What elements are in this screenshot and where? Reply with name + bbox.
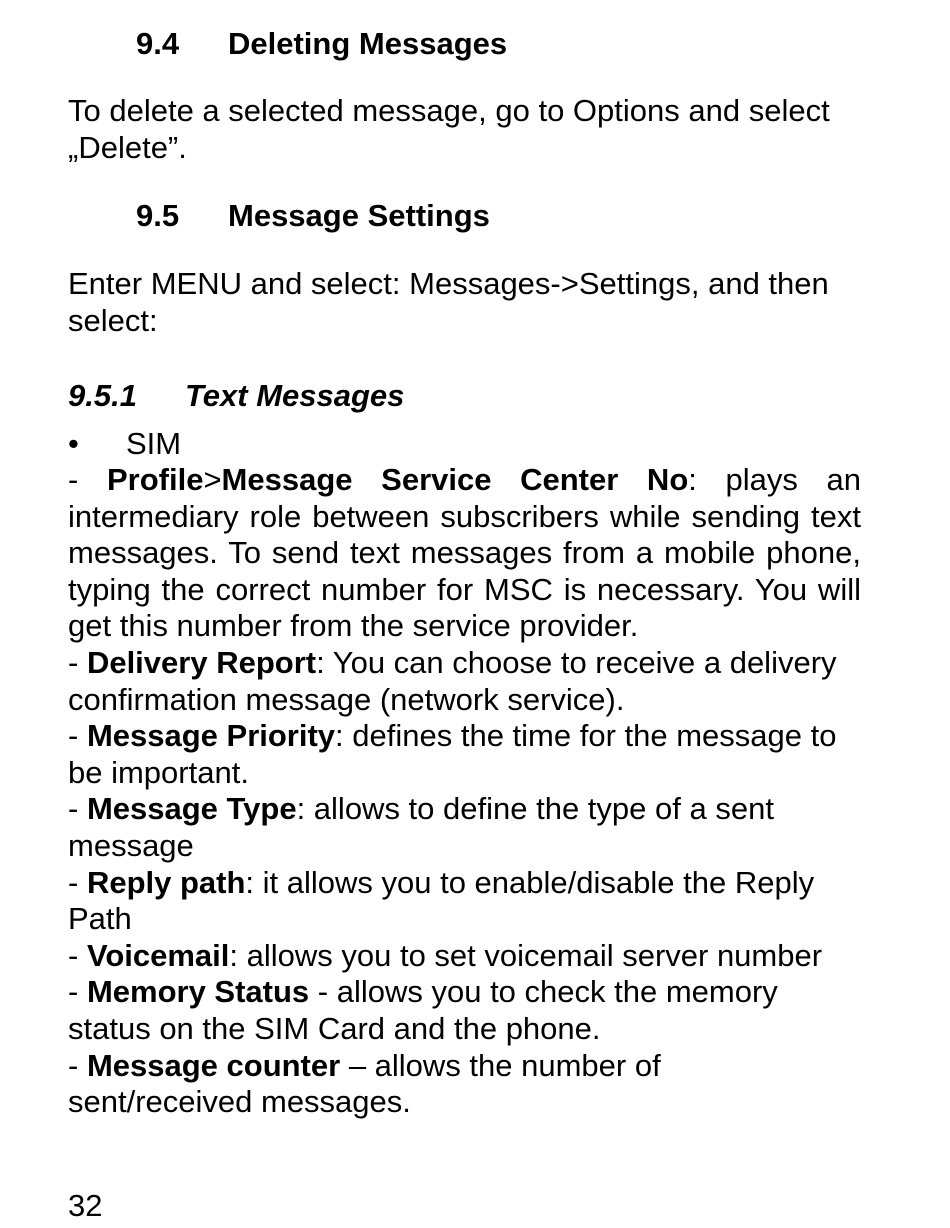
description: : defines the time for the message to be important. [68,718,837,790]
list-dash: - [68,462,107,497]
list-dash: - [68,1047,87,1083]
bullet-dot-icon: • [68,426,79,461]
description: : allows you to set voicemail server number [229,937,823,973]
list-dash: - [68,718,87,754]
list-item-message-type [68,791,861,864]
list-dash: - [68,644,87,680]
list-item-delivery-report [68,645,861,718]
section-title: Deleting Messages [228,26,508,61]
term: Message Type [86,791,297,827]
term: Message counter [86,1047,341,1083]
description: : allows to define the type of a sent message [68,791,774,863]
description: : You can choose to receive a delivery confirmation message (network service). [68,644,837,717]
list-dash: - [68,791,87,827]
list-dash: - [68,937,87,973]
section-title: Message Settings [228,198,490,233]
description: : plays an intermediary role between subscribers while sending text messages. To send text messages from a mobile phone, typing the correct number for MSC is necessary. You will get this number from the service provider. [68,462,861,644]
term: Message Service Center No [221,462,689,497]
term-separator: > [203,462,222,497]
section-number: 9.5 [136,198,180,233]
page-number: 32 [68,1188,103,1223]
bullet-label: SIM [126,426,182,461]
term: Memory Status [86,974,310,1010]
description: : it allows you to enable/disable the Reply Path [68,864,815,937]
term: Message Priority [86,718,336,754]
term: Voicemail [86,937,230,973]
term: Profile [106,462,204,497]
list-item-voicemail [68,938,861,975]
section-9-4-body: To delete a selected message, go to Options and select „Delete”. [68,93,830,165]
subsection-number: 9.5.1 [68,378,137,413]
list-item-msc [68,462,861,645]
list-item-reply-path [68,865,861,938]
term: Reply path [86,864,246,900]
description: – allows the number of sent/received messages. [68,1047,661,1120]
section-9-5-body: Enter MENU and select: Messages->Settings, and then select: [68,266,829,338]
list-dash: - [68,974,87,1010]
term: Delivery Report [86,644,317,680]
section-number: 9.4 [136,26,180,61]
settings-list [68,462,861,1121]
description: - allows you to check the memory status on the SIM Card and the phone. [68,974,778,1046]
list-item-message-priority [68,718,861,791]
subsection-title: Text Messages [185,378,405,413]
list-item-memory-status [68,974,861,1047]
list-item-message-counter [68,1048,861,1121]
list-dash: - [68,864,87,900]
